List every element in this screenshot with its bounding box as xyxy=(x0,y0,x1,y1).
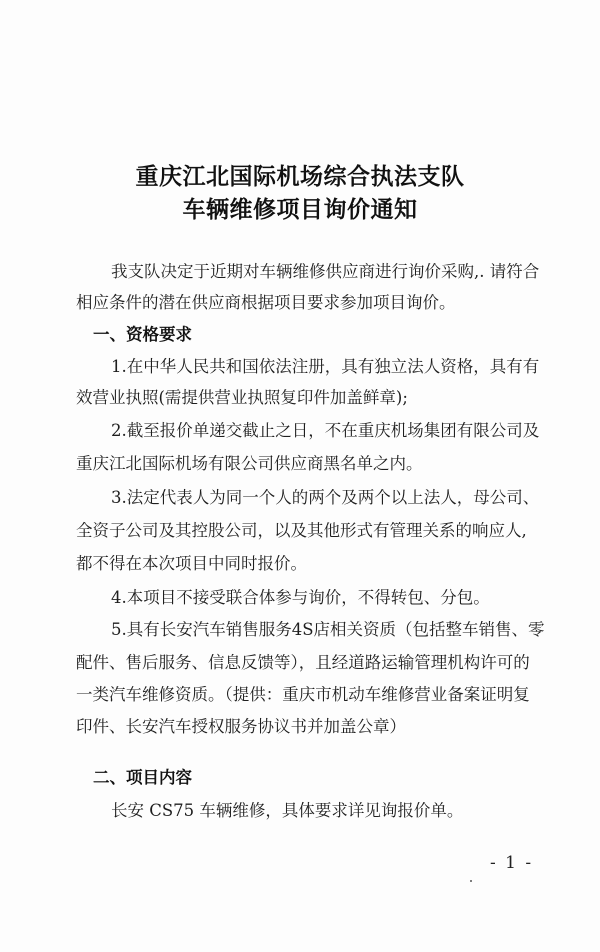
scan-speck xyxy=(470,880,472,882)
document-title-line-2: 车辆维修项目询价通知 xyxy=(182,196,418,223)
qualification-line: 5.具有长安汽车销售服务4S店相关资质（包括整车销售、零 xyxy=(111,620,545,639)
qualification-line: 全资子公司及其控股公司，以及其他形式有管理关系的响应人, xyxy=(76,521,527,540)
intro-line-2: 相应条件的潜在供应商根据项目要求参加项目询价。 xyxy=(76,293,456,312)
qualification-line: 一类汽车维修资质。（提供：重庆市机动车维修营业备案证明复 xyxy=(76,685,530,704)
project-content-line: 长安 CS75 车辆维修，具体要求详见询报价单。 xyxy=(111,801,464,820)
intro-line-1: 我支队决定于近期对车辆维修供应商进行询价采购,. 请符合 xyxy=(111,262,540,281)
qualification-line: 都不得在本次项目中同时报价。 xyxy=(76,554,307,573)
document-title-line-1: 重庆江北国际机场综合执法支队 xyxy=(135,163,465,190)
qualification-line: 重庆江北国际机场有限公司供应商黑名单之内。 xyxy=(76,454,423,473)
page-number: - 1 - xyxy=(490,853,534,873)
qualification-line: 配件、售后服务、信息反馈等），且经道路运输管理机构许可的 xyxy=(76,653,530,672)
qualification-line: 1.在中华人民共和国依法注册，具有独立法人资格，具有有 xyxy=(111,357,540,376)
section-heading-qualifications: 一、资格要求 xyxy=(93,325,192,344)
section-heading-project-content: 二、项目内容 xyxy=(93,768,192,787)
qualification-line: 2.截至报价单递交截止之日，不在重庆机场集团有限公司及 xyxy=(111,421,540,440)
qualification-line: 3.法定代表人为同一个人的两个及两个以上法人，母公司、 xyxy=(111,488,540,507)
qualification-line: 效营业执照(需提供营业执照复印件加盖鲜章); xyxy=(76,388,408,407)
qualification-line: 4.本项目不接受联合体参与询价，不得转包、分包。 xyxy=(111,588,490,607)
qualification-line: 印件、长安汽车授权服务协议书并加盖公章） xyxy=(76,717,406,736)
